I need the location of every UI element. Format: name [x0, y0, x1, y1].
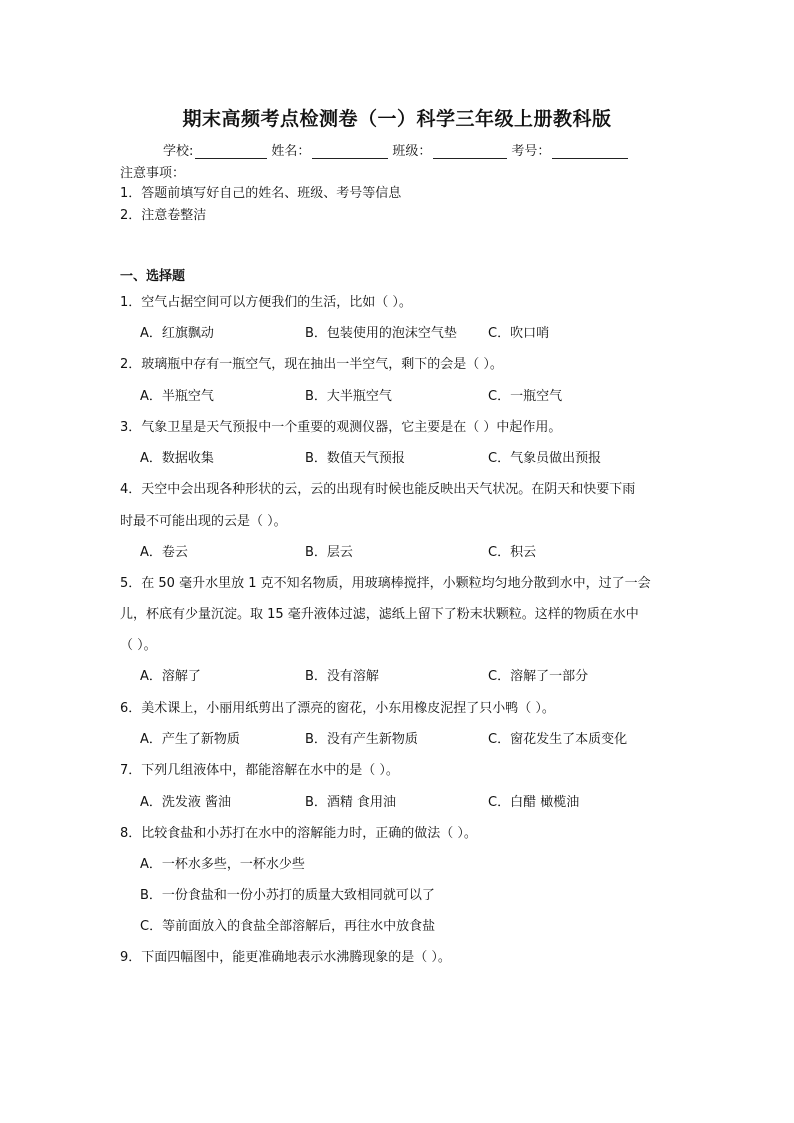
question-5-line: （ ）。	[120, 638, 157, 653]
question-2: 2．玻璃瓶中存有一瓶空气，现在抽出一半空气，剩下的会是（ ）。	[120, 357, 503, 372]
option-a[interactable]: A．数据收集	[140, 451, 214, 466]
number-label: 考号：	[511, 144, 551, 159]
name-label: 姓名：	[271, 144, 311, 159]
option-a[interactable]: A．产生了新物质	[140, 732, 240, 747]
option-b[interactable]: B．没有溶解	[305, 669, 379, 684]
option-b[interactable]: B．没有产生新物质	[305, 732, 418, 747]
question-4-line: 时最不可能出现的云是（ ）。	[120, 514, 287, 529]
option-c[interactable]: C．等前面放入的食盐全部溶解后，再往水中放食盐	[140, 919, 436, 934]
question-9: 9．下面四幅图中，能更准确地表示水沸腾现象的是（ ）。	[120, 950, 451, 965]
question-3: 3．气象卫星是天气预报中一个重要的观测仪器，它主要是在（ ）中起作用。	[120, 420, 562, 435]
class-blank[interactable]	[433, 144, 507, 159]
option-a[interactable]: A．红旗飘动	[140, 326, 214, 341]
option-c[interactable]: C．窗花发生了本质变化	[488, 732, 628, 747]
question-8: 8．比较食盐和小苏打在水中的溶解能力时，正确的做法（ ）。	[120, 826, 477, 841]
school-label: 学校:	[163, 144, 194, 159]
option-a[interactable]: A．卷云	[140, 545, 188, 560]
option-a[interactable]: A．半瓶空气	[140, 389, 214, 404]
number-blank[interactable]	[552, 144, 628, 159]
option-b[interactable]: B．酒精 食用油	[305, 795, 397, 810]
school-blank[interactable]	[195, 144, 267, 159]
option-b[interactable]: B．一份食盐和一份小苏打的质量大致相同就可以了	[140, 888, 435, 903]
question-6: 6．美术课上，小丽用纸剪出了漂亮的窗花，小东用橡皮泥捏了只小鸭（ ）。	[120, 701, 555, 716]
option-a[interactable]: A．一杯水多些，一杯水少些	[140, 857, 305, 872]
question-5-line: 5．在 50 毫升水里放 1 克不知名物质，用玻璃棒搅拌，小颗粒均匀地分散到水中，过了一会	[120, 576, 651, 591]
notice-item: 1．答题前填写好自己的姓名、班级、考号等信息	[120, 186, 402, 201]
option-c[interactable]: C．白醋 橄榄油	[488, 795, 580, 810]
name-blank[interactable]	[312, 144, 388, 159]
option-b[interactable]: B．数值天气预报	[305, 451, 405, 466]
notice-heading: 注意事项：	[120, 166, 186, 181]
option-c[interactable]: C．吹口哨	[488, 326, 550, 341]
question-4-line: 4．天空中会出现各种形状的云，云的出现有时候也能反映出天气状况。在阴天和快要下雨	[120, 482, 636, 497]
option-a[interactable]: A．洗发液 酱油	[140, 795, 232, 810]
option-c[interactable]: C．溶解了一部分	[488, 669, 589, 684]
question-5-line: 儿，杯底有少量沉淀。取 15 毫升液体过滤，滤纸上留下了粉末状颗粒。这样的物质在水中	[120, 607, 639, 622]
section-heading: 一、选择题	[120, 269, 186, 284]
class-label: 班级：	[392, 144, 432, 159]
option-b[interactable]: B．大半瓶空气	[305, 389, 392, 404]
student-info-row	[163, 140, 632, 159]
question-7: 7．下列几组液体中，都能溶解在水中的是（ ）。	[120, 763, 399, 778]
question-1: 1．空气占据空间可以方便我们的生活，比如（ ）。	[120, 295, 412, 310]
option-b[interactable]: B．包装使用的泡沫空气垫	[305, 326, 457, 341]
option-c[interactable]: C．一瓶空气	[488, 389, 563, 404]
option-c[interactable]: C．气象员做出预报	[488, 451, 602, 466]
notice-item: 2．注意卷整洁	[120, 208, 207, 223]
option-b[interactable]: B．层云	[305, 545, 353, 560]
option-a[interactable]: A．溶解了	[140, 669, 201, 684]
option-c[interactable]: C．积云	[488, 545, 537, 560]
page-title: 期末高频考点检测卷（一）科学三年级上册教科版	[182, 108, 612, 130]
